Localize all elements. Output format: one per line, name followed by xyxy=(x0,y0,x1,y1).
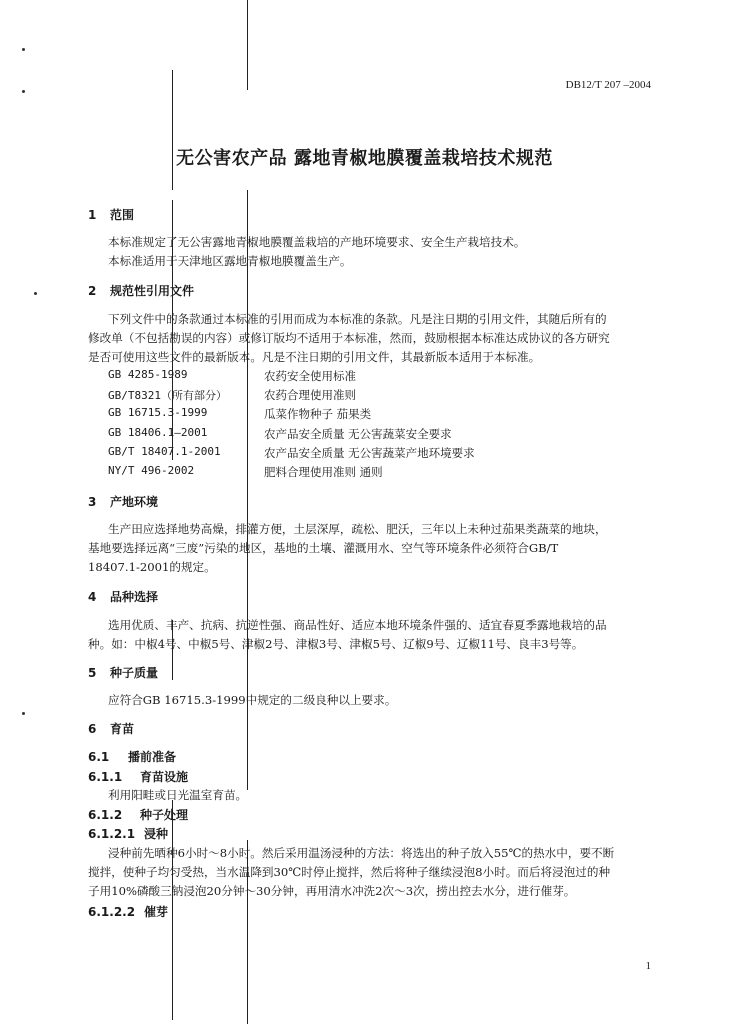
paragraph: 本标准规定了无公害露地青椒地膜覆盖栽培的产地环境要求、安全生产栽培技术。 xyxy=(108,235,526,249)
document-title: 无公害农产品 露地青椒地膜覆盖栽培技术规范 xyxy=(176,148,553,169)
section-number: 4 xyxy=(88,590,97,604)
reference-name: 农产品安全质量 无公害蔬菜安全要求 xyxy=(264,427,452,441)
paragraph-line: 基地要选择远离“三废”污染的地区，基地的土壤、灌溉用水、空气等环境条件必须符合GB/T xyxy=(88,541,559,555)
paragraph-line: 生产田应选择地势高燥，排灌方便，土层深厚，疏松、肥沃，三年以上未种过茄果类蔬菜的地块， xyxy=(108,522,607,536)
subsection-6-1-heading xyxy=(88,748,176,765)
section-1-heading xyxy=(88,206,134,223)
section-title: 播前准备 xyxy=(128,750,177,764)
section-title: 种子处理 xyxy=(140,808,189,822)
section-5-heading xyxy=(88,664,158,681)
paragraph: 利用阳畦或日光温室育苗。 xyxy=(108,788,248,802)
section-title: 浸种 xyxy=(144,827,169,841)
section-number: 3 xyxy=(88,495,97,509)
section-number: 5 xyxy=(88,666,97,680)
scan-line xyxy=(247,0,248,90)
paragraph-line: 18407.1-2001的规定。 xyxy=(88,560,216,574)
reference-name: 农药安全使用标准 xyxy=(264,369,356,383)
section-number: 2 xyxy=(88,284,97,298)
section-number: 6.1.2.2 xyxy=(88,905,136,919)
section-title: 品种选择 xyxy=(110,590,159,604)
section-number: 6 xyxy=(88,722,97,736)
reference-code: GB 4285-1989 xyxy=(108,368,188,381)
scan-speck xyxy=(22,712,25,715)
paragraph-line: 下列文件中的条款通过本标准的引用而成为本标准的条款。凡是注日期的引用文件，其随后所有的 xyxy=(108,312,607,326)
scan-speck xyxy=(22,48,25,51)
section-number: 6.1 xyxy=(88,750,110,764)
section-3-heading xyxy=(88,493,158,510)
paragraph-line: 种。如：中椒4号、中椒5号、津椒2号、津椒3号、津椒5号、辽椒9号、辽椒11号、良丰3号等。 xyxy=(88,637,584,651)
page-number: 1 xyxy=(645,960,651,972)
section-title: 规范性引用文件 xyxy=(110,284,195,298)
section-6-heading xyxy=(88,720,134,737)
subsection-6-1-2-1-heading xyxy=(88,825,168,842)
section-number: 6.1.1 xyxy=(88,770,123,784)
paragraph-line: 是否可使用这些文件的最新版本。凡是不注日期的引用文件，其最新版本适用于本标准。 xyxy=(88,350,541,364)
section-title: 育苗设施 xyxy=(140,770,189,784)
reference-code: GB 18406.1—2001 xyxy=(108,426,208,439)
section-number: 6.1.2.1 xyxy=(88,827,136,841)
reference-code: GB/T8321（所有部分） xyxy=(108,389,227,402)
paragraph-line: 修改单（不包括勘误的内容）或修订版均不适用于本标准，然而，鼓励根据本标准达成协议的各方研究 xyxy=(88,331,610,345)
paragraph-line: 子用10%磷酸三钠浸泡20分钟～30分钟，再用清水冲洗2次～3次，捞出控去水分，进行催芽。 xyxy=(88,884,576,898)
reference-code: GB/T 18407.1-2001 xyxy=(108,445,221,458)
reference-name: 农药合理使用准则 xyxy=(264,388,356,402)
paragraph-line: 浸种前先晒种6小时～8小时。然后采用温汤浸种的方法：将选出的种子放入55℃的热水中，要不断 xyxy=(108,846,615,860)
paragraph-line: 选用优质、丰产、抗病、抗逆性强、商品性好、适应本地环境条件强的、适宜春夏季露地栽培的品 xyxy=(108,618,607,632)
reference-code: NY/T 496-2002 xyxy=(108,464,195,477)
scan-line xyxy=(172,70,173,190)
subsection-6-1-2-2-heading xyxy=(88,903,168,920)
section-2-heading xyxy=(88,282,194,299)
paragraph: 应符合GB 16715.3-1999中规定的二级良种以上要求。 xyxy=(108,693,397,707)
section-4-heading xyxy=(88,588,158,605)
section-title: 催芽 xyxy=(144,905,169,919)
reference-name: 瓜菜作物种子 茄果类 xyxy=(264,407,372,421)
section-number: 1 xyxy=(88,208,97,222)
subsection-6-1-1-heading xyxy=(88,768,188,785)
section-title: 范围 xyxy=(110,208,135,222)
scan-line xyxy=(172,800,173,1020)
paragraph: 本标准适用于天津地区露地青椒地膜覆盖生产。 xyxy=(108,254,352,268)
scan-speck xyxy=(34,292,37,295)
subsection-6-1-2-heading xyxy=(88,806,188,823)
reference-name: 农产品安全质量 无公害蔬菜产地环境要求 xyxy=(264,446,475,460)
section-title: 产地环境 xyxy=(110,495,159,509)
section-title: 种子质量 xyxy=(110,666,159,680)
standard-number: DB12/T 207 –2004 xyxy=(565,79,651,91)
scan-speck xyxy=(22,90,25,93)
reference-code: GB 16715.3-1999 xyxy=(108,406,208,419)
section-number: 6.1.2 xyxy=(88,808,123,822)
paragraph-line: 搅拌，使种子均匀受热，当水温降到30℃时停止搅拌，然后将种子继续浸泡8小时。而后将浸泡过的种 xyxy=(88,865,611,879)
reference-name: 肥料合理使用准则 通则 xyxy=(264,465,383,479)
section-title: 育苗 xyxy=(110,722,135,736)
